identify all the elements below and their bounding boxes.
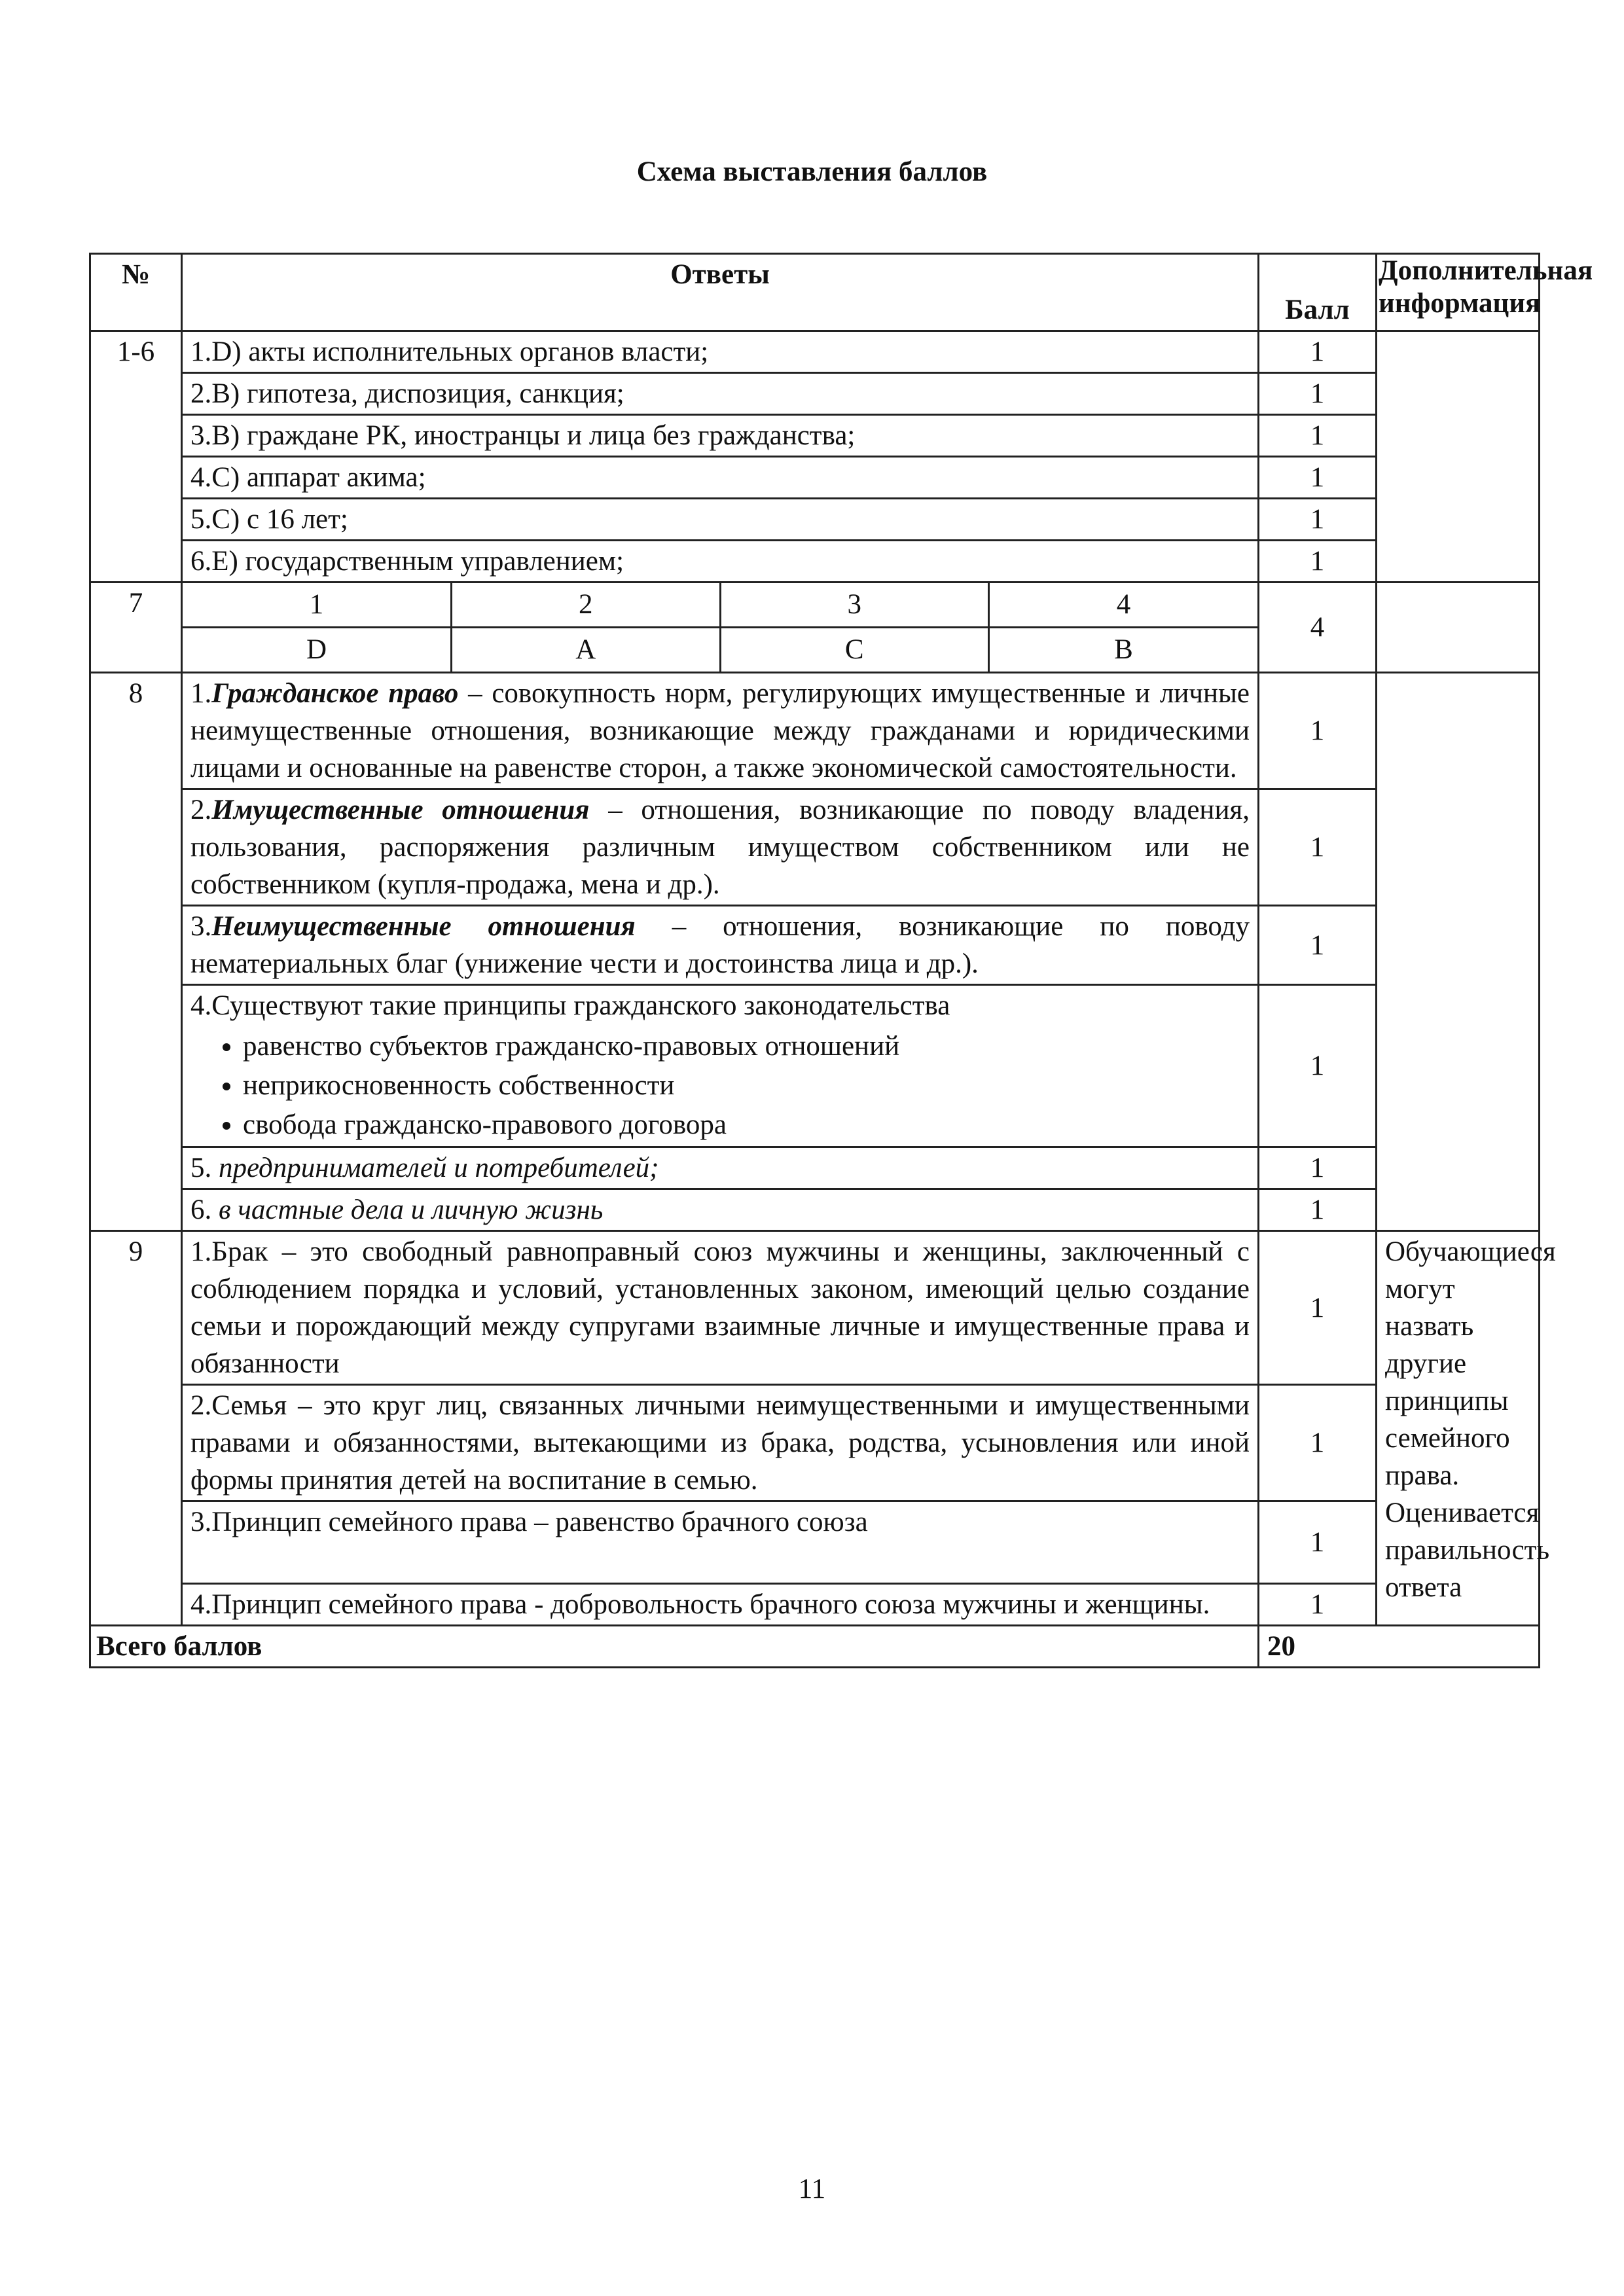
table-row bbox=[90, 373, 1540, 415]
answer-term: Имущественные отношения bbox=[211, 795, 590, 825]
ball-cell: 1 bbox=[1259, 331, 1377, 373]
total-label: Всего баллов bbox=[90, 1626, 1259, 1668]
answer-prefix: 5. bbox=[190, 1153, 219, 1183]
ball-cell: 1 bbox=[1259, 1584, 1377, 1626]
answer-term: Гражданское право bbox=[211, 678, 459, 709]
answer-cell bbox=[182, 789, 1259, 906]
extra-cell: Обучающиеся могут назвать другие принципы семейного права. Оценивается правильность ответа bbox=[1377, 1231, 1540, 1626]
matching-answer: C bbox=[720, 628, 989, 672]
ball-cell: 1 bbox=[1259, 1189, 1377, 1231]
ball-cell: 1 bbox=[1259, 906, 1377, 985]
ball-cell: 1 bbox=[1259, 415, 1377, 457]
extra-cell bbox=[1377, 673, 1540, 1231]
scoring-table bbox=[89, 253, 1593, 1668]
answer-prefix: 6. bbox=[190, 1194, 219, 1225]
header-ball: Балл bbox=[1259, 254, 1377, 331]
ball-cell: 1 bbox=[1259, 673, 1377, 789]
answer-cell bbox=[182, 1189, 1259, 1231]
table-row bbox=[90, 1501, 1540, 1584]
answer-text: предпринимателей и потребителей; bbox=[219, 1153, 659, 1183]
ball-cell: 1 bbox=[1259, 1501, 1377, 1584]
table-header-row bbox=[90, 254, 1540, 331]
answer-prefix: 3. bbox=[190, 911, 212, 942]
answer-term: Неимущественные отношения bbox=[211, 911, 636, 942]
matching-answer: D bbox=[183, 628, 452, 672]
page-title: Схема выставления баллов bbox=[636, 156, 988, 187]
answer-prefix: 2. bbox=[190, 795, 212, 825]
answer-cell bbox=[182, 673, 1259, 789]
matching-table bbox=[183, 583, 1257, 672]
answer-cell: 4.Принцип семейного права - добровольность брачного союза мужчины и женщины. bbox=[182, 1584, 1259, 1626]
table-row bbox=[90, 1231, 1540, 1385]
list-item: • равенство субъектов гражданско-правовых отношений bbox=[243, 1027, 1250, 1066]
principles-list bbox=[190, 1027, 1250, 1145]
table-row bbox=[90, 1584, 1540, 1626]
ball-cell: 1 bbox=[1259, 499, 1377, 541]
table-row bbox=[90, 541, 1540, 583]
table-row bbox=[90, 1147, 1540, 1189]
answer-cell: 2.Семья – это круг лиц, связанных личными неимущественными и имущественными правами и обязанностями, вытекающими из брака, родства, усыновления или иной формы принятия детей на воспитание в семью. bbox=[182, 1385, 1259, 1501]
matching-col: 1 bbox=[183, 583, 452, 628]
table-row bbox=[90, 985, 1540, 1147]
ball-cell: 1 bbox=[1259, 1385, 1377, 1501]
row-number: 9 bbox=[90, 1231, 182, 1626]
matching-col: 4 bbox=[989, 583, 1258, 628]
row-number: 7 bbox=[90, 583, 182, 673]
matching-header-row bbox=[183, 583, 1257, 628]
table-row bbox=[90, 906, 1540, 985]
answer-text: в частные дела и личную жизнь bbox=[219, 1194, 604, 1225]
list-item: • неприкосновенность собственности bbox=[243, 1066, 1250, 1105]
answer-text: – отношения, возникающие по поводу владения, пользования, распоряжения различным имуществом собственником или не собственником (купля-продажа, мена и др.). bbox=[190, 795, 1250, 900]
answer-cell: 5.С) с 16 лет; bbox=[182, 499, 1259, 541]
answer-cell bbox=[182, 985, 1259, 1147]
answer-cell: 3.Принцип семейного права – равенство брачного союза bbox=[182, 1501, 1259, 1584]
matching-answer: B bbox=[989, 628, 1258, 672]
answer-cell: 4.С) аппарат акима; bbox=[182, 457, 1259, 499]
table-row bbox=[90, 415, 1540, 457]
table-row bbox=[90, 331, 1540, 373]
row-number: 1-6 bbox=[90, 331, 182, 583]
answer-cell: 1.Брак – это свободный равноправный союз мужчины и женщины, заключенный с соблюдением порядка и условий, установленных законом, имеющий целью создание семьи и порождающий между супругами взаимные личные и имущественные права и обязанности bbox=[182, 1231, 1259, 1385]
ball-cell: 4 bbox=[1259, 583, 1377, 673]
table-row bbox=[90, 499, 1540, 541]
ball-cell: 1 bbox=[1259, 373, 1377, 415]
table-row bbox=[90, 673, 1540, 789]
answer-cell: 6.Е) государственным управлением; bbox=[182, 541, 1259, 583]
ball-cell: 1 bbox=[1259, 789, 1377, 906]
extra-cell bbox=[1377, 583, 1540, 673]
table-row bbox=[90, 457, 1540, 499]
answer-prefix: 1. bbox=[190, 678, 212, 709]
answer-text: – отношения, возникающие по поводу нематериальных благ (унижение чести и достоинства лица и др.). bbox=[190, 911, 1250, 979]
matching-cell bbox=[182, 583, 1259, 673]
extra-cell bbox=[1377, 331, 1540, 583]
answer-cell bbox=[182, 906, 1259, 985]
header-extra: Дополнительная информация bbox=[1377, 254, 1540, 331]
total-row bbox=[90, 1626, 1540, 1668]
page-number: 11 bbox=[798, 2174, 826, 2204]
answer-cell: 2.В) гипотеза, диспозиция, санкция; bbox=[182, 373, 1259, 415]
ball-cell: 1 bbox=[1259, 541, 1377, 583]
table-row bbox=[90, 1385, 1540, 1501]
answer-cell bbox=[182, 1147, 1259, 1189]
ball-cell: 1 bbox=[1259, 457, 1377, 499]
answer-text: 4.Существуют такие принципы гражданского законодательства bbox=[190, 990, 950, 1021]
list-item: • свобода гражданско-правового договора bbox=[243, 1105, 1250, 1145]
answer-text: – совокупность норм, регулирующих имущественные и личные неимущественные отношения, возникающие между гражданами и юридическими лицами и основанные на равенстве сторон, а также экономической самостоятельности. bbox=[190, 678, 1250, 783]
table-row bbox=[90, 1189, 1540, 1231]
ball-cell: 1 bbox=[1259, 985, 1377, 1147]
ball-cell: 1 bbox=[1259, 1147, 1377, 1189]
answer-cell: 1.D) акты исполнительных органов власти; bbox=[182, 331, 1259, 373]
matching-col: 2 bbox=[452, 583, 721, 628]
answer-cell: 3.В) граждане РК, иностранцы и лица без гражданства; bbox=[182, 415, 1259, 457]
header-num: № bbox=[90, 254, 182, 331]
ball-cell: 1 bbox=[1259, 1231, 1377, 1385]
matching-answer-row bbox=[183, 628, 1257, 672]
matching-col: 3 bbox=[720, 583, 989, 628]
header-answers: Ответы bbox=[182, 254, 1259, 331]
table-row bbox=[90, 789, 1540, 906]
total-value: 20 bbox=[1259, 1626, 1540, 1668]
table-row bbox=[90, 583, 1540, 673]
row-number: 8 bbox=[90, 673, 182, 1231]
matching-answer: A bbox=[452, 628, 721, 672]
